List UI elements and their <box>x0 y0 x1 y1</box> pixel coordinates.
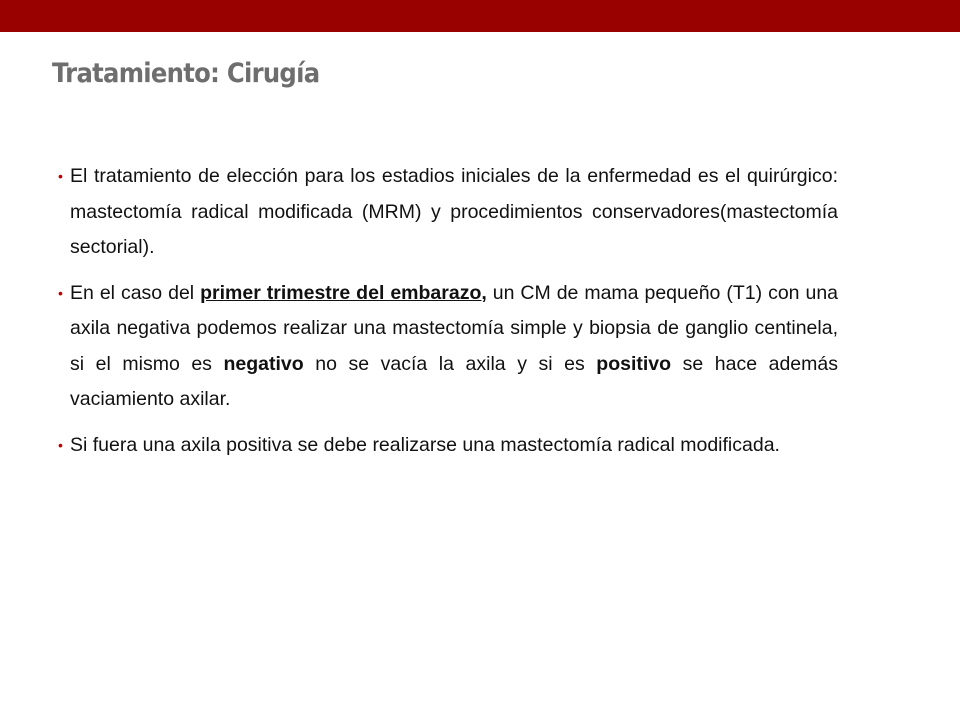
bold-positivo: positivo <box>596 352 672 375</box>
bullet-dot-icon: • <box>58 284 63 301</box>
slide-title: Tratamiento: Cirugía <box>52 58 320 89</box>
bullet-item-3 <box>58 428 838 464</box>
bullet-2-text-part: En el caso del <box>70 281 201 304</box>
bold-negativo: negativo <box>223 352 304 375</box>
bullet-text-1: El tratamiento de elección para los estadios iniciales de la enfermedad es el quirúrgico: mastectomía radical modificada (MRM) y procedimientos conservadores(mastectomía sectorial). <box>70 165 838 258</box>
bullet-list <box>58 159 838 473</box>
bullet-text-3: Si fuera una axila positiva se debe realizarse una mastectomía radical modificada. <box>70 433 780 456</box>
bullet-item-2 <box>58 276 838 418</box>
top-color-band <box>0 0 960 32</box>
bullet-2-text-part: no se vacía la axila y si es <box>303 352 597 375</box>
underlined-emphasis: primer trimestre del embarazo, <box>200 281 487 304</box>
bullet-dot-icon: • <box>58 436 63 453</box>
bullet-dot-icon: • <box>58 168 63 184</box>
bullet-text-2 <box>70 276 838 418</box>
bullet-2-text-part: se hace además vaciamiento axilar. <box>70 352 838 410</box>
bullet-2-text-part: un CM de mama pequeño (T1) con una axila negativa podemos realizar una mastectomía simple y biopsia de ganglio centinela, si el mismo es <box>70 281 839 375</box>
bullet-item-1 <box>58 159 838 266</box>
